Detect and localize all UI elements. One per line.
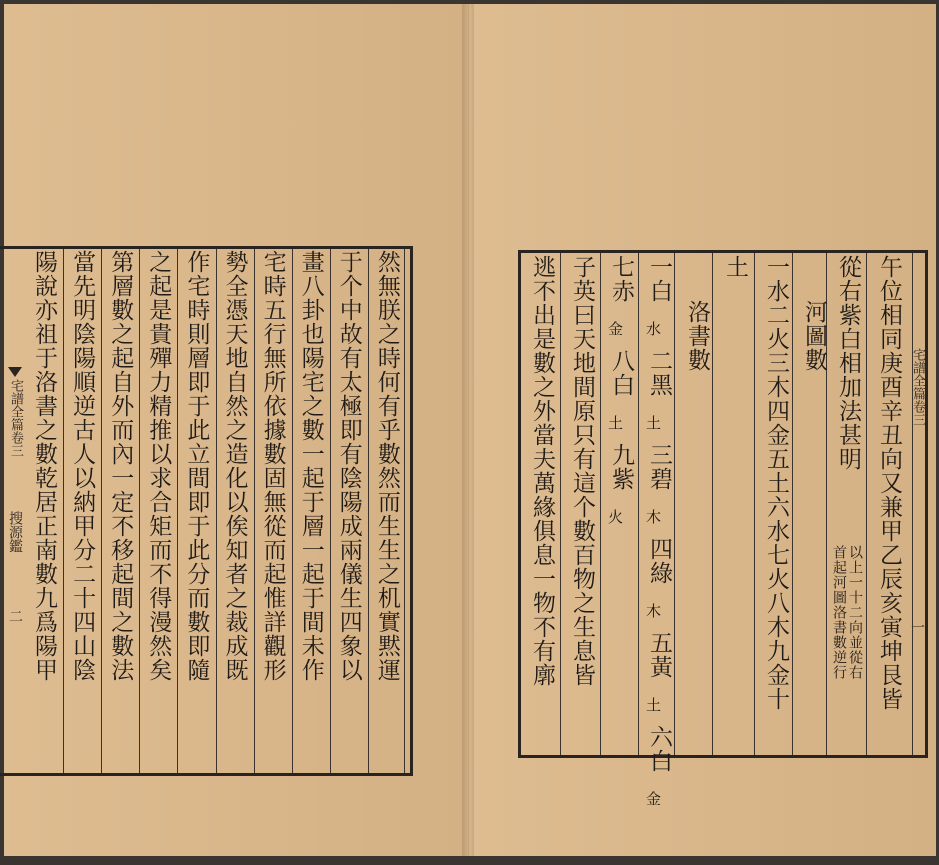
left-col-2: 于个中故有太極即有陰陽成兩儀生四象以 [335,250,362,682]
column-rule [254,249,255,773]
left-col-7: 之起是貴殫力精推以求合矩而不得漫然矣 [145,250,172,682]
right-col-9: 子英曰天地間原只有這个數百物之生息皆 [569,255,595,687]
column-rule [866,253,867,755]
luoshu-element: 木 [644,603,662,619]
column-rule [139,249,140,773]
luoshu-element: 水 [644,321,662,337]
left-margin-page: 二 [7,609,23,623]
luoshu-star: 八白 [608,349,634,397]
column-rule [560,253,561,755]
left-margin-section: 搜源鑑 [7,511,23,553]
right-col-4: 一水二火三木四金五土六水七火八木九金十 [763,255,789,711]
left-col-1: 然無朕之時何有乎數然而生生之机實黙運 [373,250,400,682]
column-rule [330,249,331,773]
column-rule [292,249,293,773]
column-rule [600,253,601,755]
luoshu-element: 金 [644,791,662,807]
column-rule [216,249,217,773]
luoshu-element: 土 [644,415,662,431]
left-col-5: 勢全憑天地自然之造化以俟知者之裁成既 [221,250,248,682]
column-rule [101,249,102,773]
frame-inner-rule [404,249,405,773]
book-spine [462,4,474,856]
luoshu-star: 六白 [646,725,672,773]
fish-tail-mark [8,367,22,377]
col2-note-left: 首起河圖洛書數逆行 [831,545,847,680]
column-rule [638,253,639,755]
left-col-3: 畫八卦也陽宅之數一起于層一起于間未作 [297,250,324,682]
luoshu-star: 三碧 [646,443,672,491]
luoshu-element: 木 [644,509,662,525]
col2-note-right: 以上一十二向並從右 [847,545,863,680]
column-rule [368,249,369,773]
right-col-1: 午位相同庚酉辛丑向又兼甲乙辰亥寅坤艮皆 [876,255,902,711]
column-rule [674,253,675,755]
right-col-10: 逃不出是數之外當夫萬緣俱息一物不有廓 [529,255,555,687]
left-col-9: 當先明陰陽順逆古人以納甲分二十四山陰 [69,250,96,682]
right-col-2 [832,255,864,755]
luoshu-element: 土 [606,415,624,431]
left-col-4: 宅時五行無所依據數固無從而起惟詳觀形 [259,250,286,682]
column-rule [63,249,64,773]
luoshu-star: 一白 [646,255,672,303]
column-rule [754,253,755,755]
right-col-5: 土 [722,255,748,279]
col2-main-text: 從右紫白相加法甚明 [835,255,861,471]
left-col-6: 作宅時則層即于此立間即于此分而數即隨 [183,250,210,682]
column-rule [177,249,178,773]
right-col-6: 洛書數 [684,300,710,372]
right-margin-page: 一 [909,620,925,634]
luoshu-element: 金 [606,321,624,337]
column-rule [792,253,793,755]
left-margin-title: 宅譜全篇卷三 [8,379,23,457]
luoshu-star: 二黑 [646,349,672,397]
left-col-8: 第層數之起自外而內一定不移起間之數法 [107,250,134,682]
right-frame-margin-rule [912,253,913,755]
luoshu-star: 四綠 [646,537,672,585]
luoshu-star: 九紫 [608,443,634,491]
left-col-10: 陽說亦祖于洛書之數乾居正南數九爲陽甲 [31,250,57,682]
right-col-3: 河圖數 [801,300,827,372]
luoshu-element: 土 [644,697,662,713]
luoshu-element: 火 [606,509,624,525]
luoshu-star: 七赤 [608,255,634,303]
luoshu-star: 五黃 [646,631,672,679]
right-margin-title: 宅譜全篇卷三 [910,348,925,426]
